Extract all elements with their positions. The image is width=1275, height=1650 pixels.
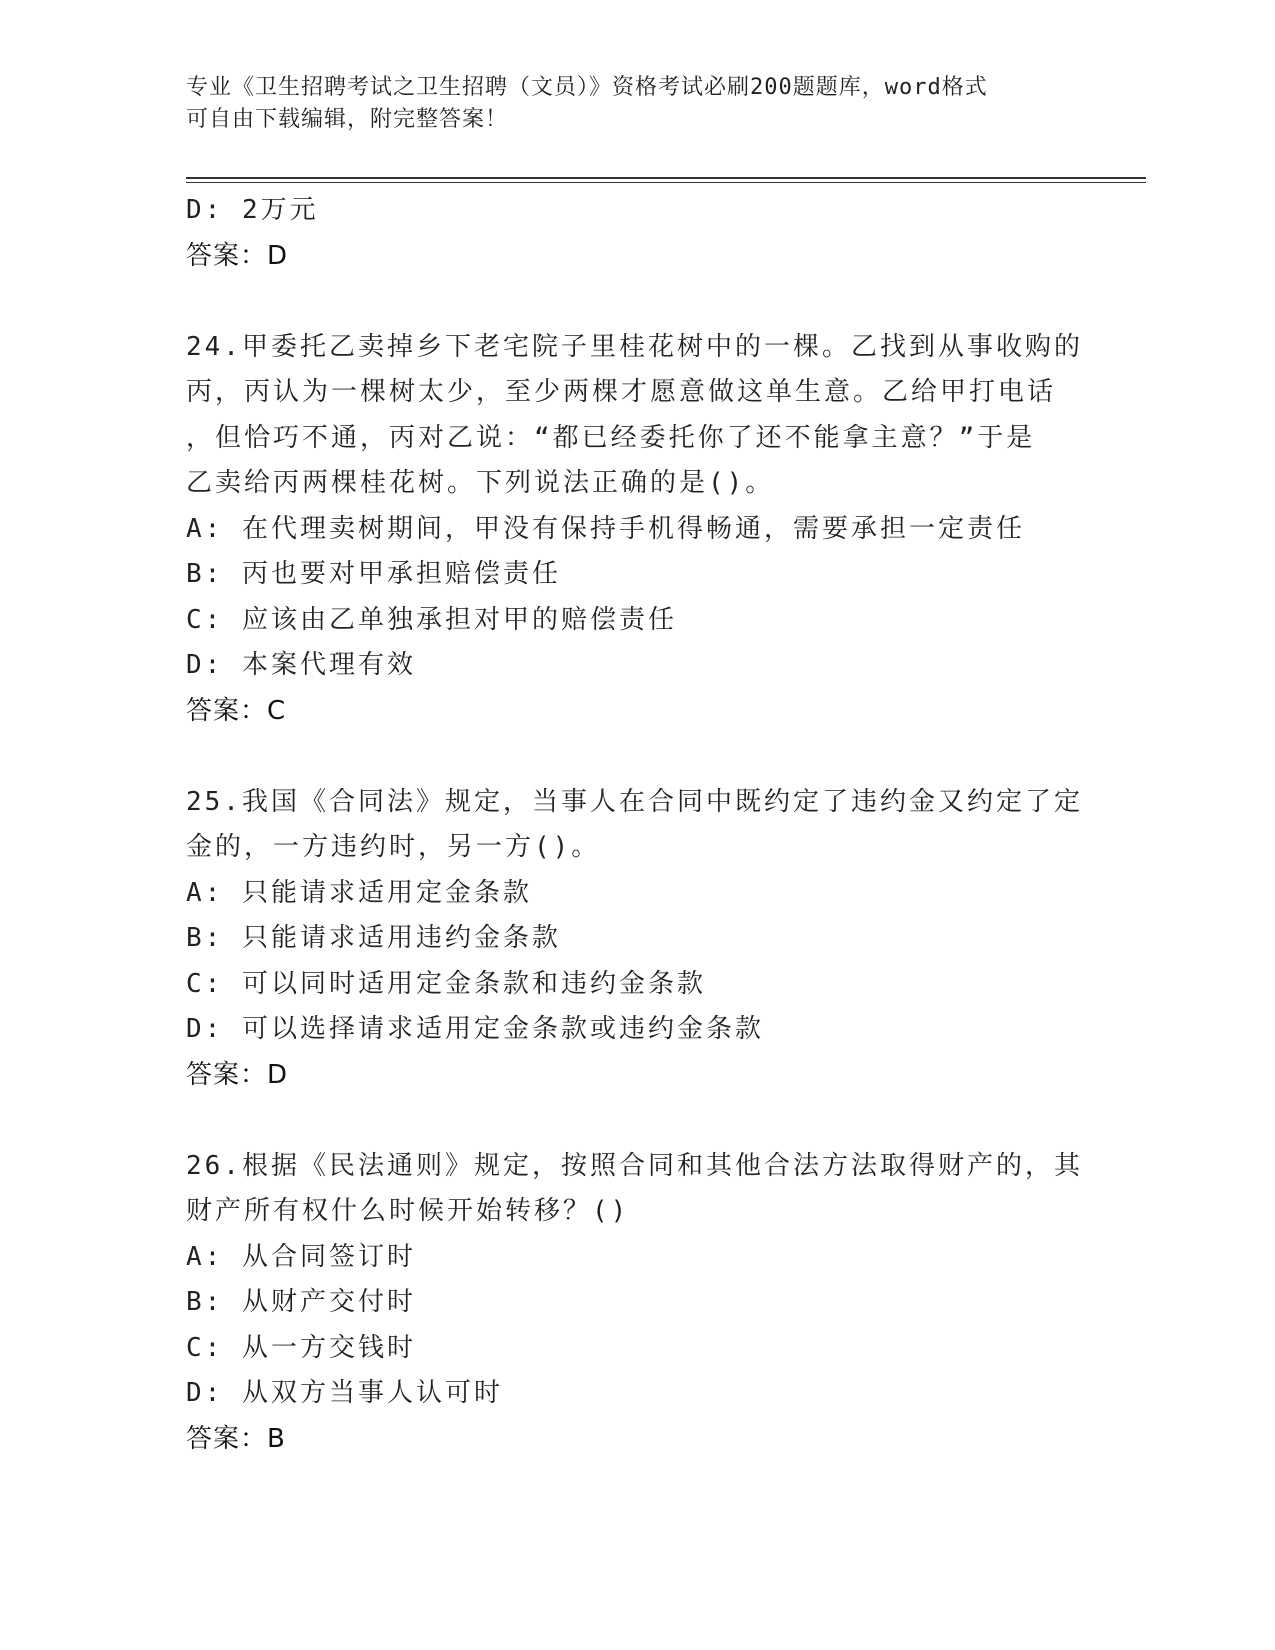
- answer-line: 答案：B: [186, 1423, 286, 1454]
- option-b: B: 从财产交付时: [186, 1287, 416, 1317]
- option-b: B: 只能请求适用违约金条款: [186, 923, 561, 953]
- question-25: [186, 780, 1086, 1099]
- question-stem-line: ，但恰巧不通，丙对乙说：“都已经委托你了还不能拿主意？”于是: [186, 422, 1036, 453]
- header-line-1: 专业《卫生招聘考试之卫生招聘（文员）》资格考试必刷200题题库，word格式: [186, 75, 988, 100]
- option-a: A: 只能请求适用定金条款: [186, 877, 532, 908]
- question-stem-line: 金的，一方违约时，另一方()。: [186, 832, 601, 862]
- spacer: [186, 279, 1086, 325]
- answer-line: 答案：C: [186, 695, 287, 726]
- spacer: [186, 1098, 1086, 1144]
- option-c: C: 可以同时适用定金条款和违约金条款: [186, 968, 706, 999]
- question-stem-line: 26.根据《民法通则》规定，按照合同和其他合法方法取得财产的，其: [186, 1150, 1083, 1181]
- question-26: [186, 1144, 1086, 1463]
- question-stem-line: 财产所有权什么时候开始转移？(): [186, 1196, 630, 1226]
- question-stem-line: 乙卖给丙两棵桂花树。下列说法正确的是()。: [186, 468, 775, 498]
- header-divider-thick: [186, 177, 1146, 179]
- question-stem-line: 24.甲委托乙卖掉乡下老宅院子里桂花树中的一棵。乙找到从事收购的: [186, 331, 1083, 362]
- spacer: [186, 734, 1086, 780]
- question-stem-line: 丙，丙认为一棵树太少，至少两棵才愿意做这单生意。乙给甲打电话: [186, 377, 1057, 407]
- option-d: D: 本案代理有效: [186, 650, 416, 680]
- previous-question-tail: [186, 188, 1086, 279]
- header-divider-thin: [186, 182, 1146, 183]
- document-body: [186, 188, 1086, 1462]
- option-a: A: 从合同签订时: [186, 1241, 416, 1272]
- header-line-2: 可自由下载编辑，附完整答案！: [186, 107, 509, 132]
- option-a: A: 在代理卖树期间，甲没有保持手机得畅通，需要承担一定责任: [186, 513, 1025, 544]
- option-d: D: 可以选择请求适用定金条款或违约金条款: [186, 1014, 764, 1044]
- answer-line: 答案：D: [186, 1059, 289, 1090]
- page-header: [186, 72, 1066, 136]
- option-c: C: 从一方交钱时: [186, 1332, 416, 1363]
- answer-line: 答案：D: [186, 240, 289, 271]
- question-stem-line: 25.我国《合同法》规定，当事人在合同中既约定了违约金又约定了定: [186, 786, 1083, 817]
- question-24: [186, 325, 1086, 735]
- option-d: D: 2万元: [186, 195, 319, 225]
- option-b: B: 丙也要对甲承担赔偿责任: [186, 559, 561, 589]
- option-c: C: 应该由乙单独承担对甲的赔偿责任: [186, 604, 677, 635]
- option-d: D: 从双方当事人认可时: [186, 1378, 503, 1408]
